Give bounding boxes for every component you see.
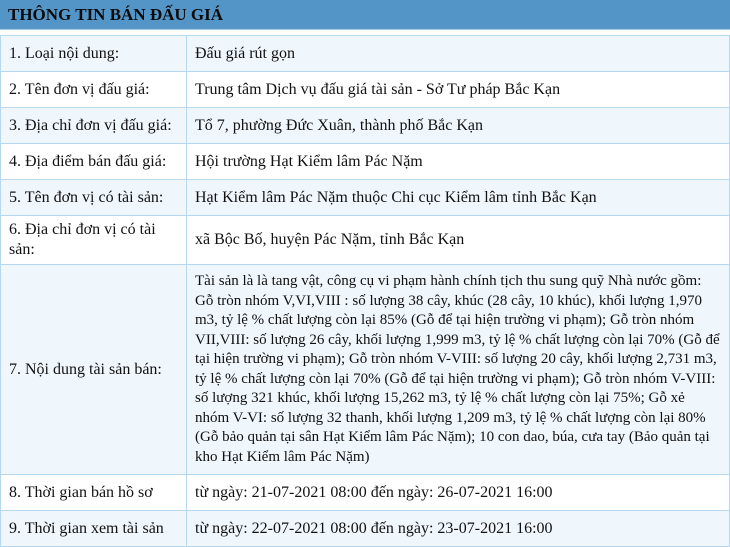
row-label: 7. Nội dung tài sản bán: [1,265,187,474]
row-value: Tổ 7, phường Đức Xuân, thành phố Bắc Kạn [195,116,483,134]
table-row [1,36,729,72]
row-value: Trung tâm Dịch vụ đấu giá tài sản - Sở Tư pháp Bắc Kạn [195,80,561,98]
row-value: từ ngày: 21-07-2021 08:00 đến ngày: 26-07-2021 16:00 [195,483,553,501]
row-label: 6. Địa chỉ đơn vị có tài sản: [1,216,187,264]
table-row [1,72,729,108]
row-label: 4. Địa điểm bán đấu giá: [1,144,187,179]
auction-table-title: THÔNG TIN BÁN ĐẤU GIÁ [0,0,730,30]
row-label: 3. Địa chỉ đơn vị đấu giá: [1,108,187,143]
table-row [1,475,729,511]
row-value: từ ngày: 22-07-2021 08:00 đến ngày: 23-07-2021 16:00 [195,519,553,537]
table-row [1,216,729,265]
row-label: 5. Tên đơn vị có tài sản: [1,180,187,215]
table-row [1,511,729,546]
row-value: xã Bộc Bố, huyện Pác Nặm, tỉnh Bắc Kạn [195,231,465,248]
table-row [1,108,729,144]
row-value: Tài sản là là tang vật, công cụ vi phạm hành chính tịch thu sung quỹ Nhà nước gồm: Gỗ tròn nhóm V,VI,VIII : số lượng 38 cây, khúc (28 cây, 10 khúc), khối lượng 1,970 m3, tỷ lệ % chất lượng còn lại 85% (Gỗ để tại hiện trường vi phạm); Gỗ tròn nhóm VII,VIII: số lượng 26 cây, khối lượng 1,999 m3, tỷ lệ % chất lượng còn lại 70% (Gỗ để tại hiện trường vi phạm); Gỗ tròn nhóm V-VIII: số lượng 20 cây, khối lượng 2,731 m3, tỷ lệ % chất lượng còn lại 70% (Gỗ để tại hiện trường vi phạm); Gỗ tròn nhóm V-VIII: số lượng 321 khúc, khối lượng 15,262 m3, tỷ lệ % chất lượng còn lại 75%; Gỗ xẻ nhóm V-VI: số lượng 32 thanh, khối lượng 1,209 m3, tỷ lệ % chất lượng còn lại 80% (Gỗ bảo quản tại sân Hạt Kiểm lâm Pác Nặm); 10 con dao, búa, cưa tay (Bảo quản tại kho Hạt Kiểm lâm Pác Nặm) [195,273,720,465]
auction-info-table [0,35,730,547]
row-label: 8. Thời gian bán hồ sơ [1,475,187,510]
table-row [1,265,729,475]
table-row [1,180,729,216]
row-label: 9. Thời gian xem tài sản [1,511,187,546]
row-value: Hội trường Hạt Kiểm lâm Pác Nặm [195,152,423,170]
table-row [1,144,729,180]
row-value: Hạt Kiểm lâm Pác Nặm thuộc Chi cục Kiểm lâm tỉnh Bắc Kạn [195,188,597,206]
row-value: Đấu giá rút gọn [195,44,295,62]
row-label: 2. Tên đơn vị đấu giá: [1,72,187,107]
row-label: 1. Loại nội dung: [1,36,187,71]
